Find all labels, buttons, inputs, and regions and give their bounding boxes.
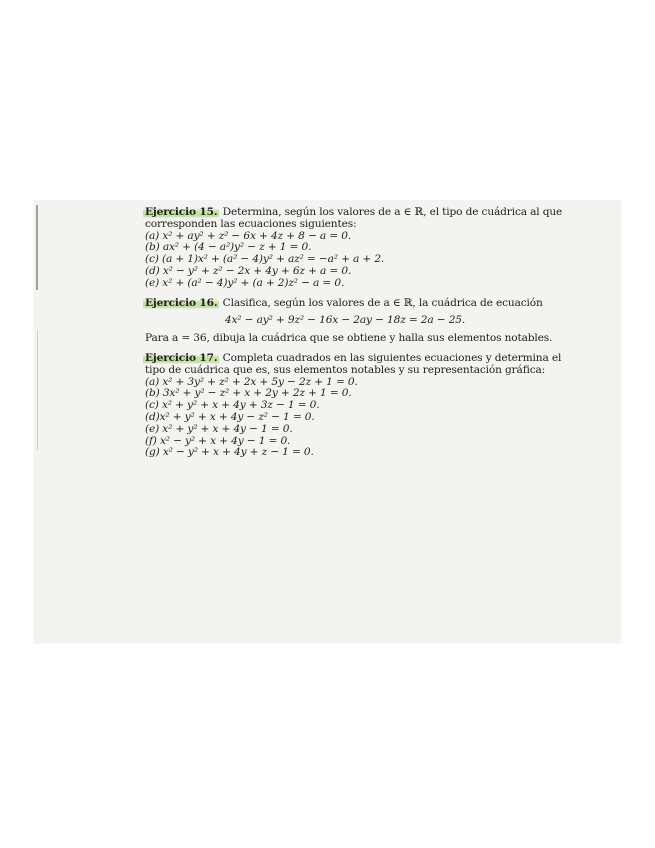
- exercise-16: [145, 296, 553, 345]
- exercise-16-intro: Clasifica, según los valores de a ∈ ℝ, la cuádrica de ecuación: [222, 296, 543, 309]
- exercises-text: [145, 206, 563, 467]
- exercise-15-item-e: (e) x² + (a² − 4)y² + (a + 2)z² − a = 0.: [145, 276, 345, 289]
- exercise-17: [145, 351, 562, 459]
- exercise-17-item-a: (a) x² + 3y² + z² + 2x + 5y − 2z + 1 = 0.: [145, 375, 358, 388]
- exercise-17-intro-line1: Completa cuadrados en las siguientes ecuaciones y determina el: [222, 351, 562, 364]
- exercise-15-title: Ejercicio 15.: [145, 206, 218, 218]
- exercise-16-instruction: Para a = 36, dibuja la cuádrica que se obtiene y halla sus elementos notables.: [145, 332, 553, 345]
- exercise-17-item-d: (d)x² + y² + x + 4y − z² − 1 = 0.: [145, 410, 315, 423]
- exercise-17-item-b: (b) 3x² + y² − z² + x + 2y + 2z + 1 = 0.: [145, 387, 352, 400]
- exercise-15: [145, 206, 563, 290]
- exercise-15-item-a: (a) x² + ay² + z² − 6x + 4z + 8 − a = 0.: [145, 229, 352, 242]
- exercise-17-title: Ejercicio 17.: [145, 351, 218, 364]
- exercise-15-item-c: (c) (a + 1)x² + (a² − 4)y² + az² = −a² + a + 2.: [145, 253, 385, 266]
- exercise-17-item-e: (e) x² + y² + x + 4y − 1 = 0.: [145, 422, 293, 435]
- page-edge-shadow: [36, 205, 38, 290]
- exercise-15-intro-line2: corresponden las ecuaciones siguientes:: [145, 217, 357, 230]
- exercise-15-item-b: (b) ax² + (4 − a²)y² − z + 1 = 0.: [145, 241, 312, 254]
- exercise-17-item-f: (f) x² − y² + x + 4y − 1 = 0.: [145, 434, 291, 447]
- exercise-17-item-c: (c) x² + y² + x + 4y + 3z − 1 = 0.: [145, 399, 320, 412]
- exercise-17-item-g: (g) x² − y² + x + 4y + z − 1 = 0.: [145, 446, 314, 459]
- page-edge-shadow-lower: [37, 330, 38, 450]
- exercise-16-title: Ejercicio 16.: [145, 296, 218, 309]
- exercise-17-intro-line2: tipo de cuádrica que es, sus elementos notables y su representación gráfica:: [145, 363, 546, 376]
- exercise-15-item-d: (d) x² − y² + z² − 2x + 4y + 6z + a = 0.: [145, 264, 352, 277]
- exercise-15-intro-line1: Determina, según los valores de a ∈ ℝ, el tipo de cuádrica al que: [222, 206, 563, 218]
- exercise-16-equation: 4x² − ay² + 9z² − 16x − 2ay − 18z = 2a − 25.: [224, 314, 466, 327]
